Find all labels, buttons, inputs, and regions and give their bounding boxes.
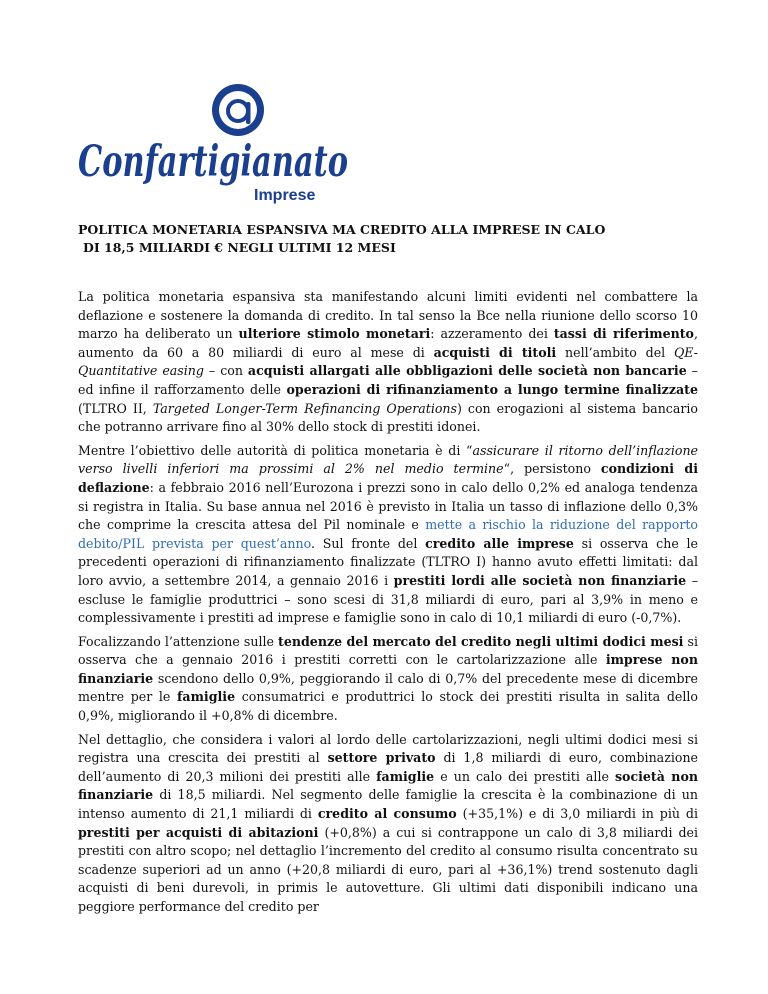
paragraph	[78, 288, 698, 437]
page-title	[78, 221, 718, 257]
bold-text: tendenze del mercato del credito negli ultimi dodici mesi	[278, 633, 684, 649]
text-run: (TLTRO II,	[78, 400, 153, 416]
text-run: . Sul fronte del	[310, 535, 426, 551]
text-run: La politica monetaria espansiva sta manifestando alcuni limiti evidenti nel combattere la deflazione e sostenere la domanda di credito. In tal senso la Bce nella riunione dello scorso 10 marzo ha deliberato un	[78, 289, 698, 342]
at-symbol-icon	[212, 84, 264, 136]
text-run: : azzeramento dei	[430, 326, 554, 342]
text-run: consumatrici e produttrici lo stock dei prestiti risulta in salita dello 0,9%, migliorando il +0,8% di dicembre.	[78, 689, 698, 724]
paragraph	[78, 731, 698, 917]
bold-text: acquisti allargati alle obbligazioni delle società non bancarie	[247, 363, 687, 379]
title-line-2: DI 18,5 MILIARDI € NEGLI ULTIMI 12 MESI	[83, 240, 396, 255]
text-run: Mentre l’obiettivo delle autorità di politica monetaria è di “	[78, 442, 473, 458]
bold-text: ulteriore stimolo monetari	[238, 326, 431, 342]
bold-text: operazioni di rifinanziamento a lungo termine finalizzate	[286, 381, 698, 397]
text-run: : a febbraio 2016 nell’Eurozona i prezzi sono in calo dello 0,2% ed analoga tendenza si registra in Italia. Su base annua nel 2016 è previsto in Italia un tasso di inflazione dello 0,3% che comprime la crescita attesa del Pil nominale e	[78, 479, 698, 533]
italic-text: QE-Quantitative easing	[78, 344, 698, 379]
paragraph	[78, 633, 698, 726]
bold-text: società non finanziarie	[78, 768, 699, 803]
text-run: si osserva che le precedenti operazioni di rifinanziamento finalizzate (TLTRO I) hanno avuto effetti limitati: dal loro avvio, a settembre 2014, a gennaio 2016 i	[78, 535, 698, 588]
article-body	[78, 288, 698, 922]
text-run: nell’ambito del	[556, 344, 674, 360]
text-run: (+0,8%) a cui si contrappone un calo di 3,8 miliardi dei prestiti con altro scopo; nel dettaglio l’incremento del credito al consumo risulta concentrato su scadenze superiori ad un anno (+20,8 miliardi di euro, pari al +36,1%) trend sostenuto dagli acquisti di beni durevoli, in primis le autovetture. Gli ultimi dati disponibili indicano una peggiore performance del credito per	[78, 824, 698, 914]
bold-text: famiglie	[376, 768, 435, 784]
bold-text: prestiti per acquisti di abitazioni	[78, 824, 319, 840]
text-run: – ed infine il rafforzamento delle	[78, 363, 698, 397]
text-run: ) con erogazioni al sistema bancario che potranno arrivare fino al 30% dello stock di prestiti idonei.	[78, 400, 698, 435]
text-run: (+35,1%) e di 3,0 miliardi in più di	[456, 806, 698, 822]
text-run: di 1,8 miliardi di euro, combinazione dell’aumento di 20,3 milioni dei prestiti alle	[78, 750, 699, 784]
text-run: scendono dello 0,9%, peggiorando il calo di 0,7% del precedente mese di dicembre mentre per le	[78, 670, 698, 705]
text-run: e un calo dei prestiti alle	[434, 768, 615, 784]
text-run: – escluse le famiglie produttrici – sono scesi di 31,8 miliardi di euro, pari al 3,9% in meno e complessivamente i prestiti ad imprese e famiglie sono in calo di 10,1 miliardi di euro (-0,7%).	[78, 572, 699, 626]
bold-text: tassi di riferimento	[553, 326, 694, 342]
bold-text: settore privato	[327, 750, 436, 766]
paragraph	[78, 442, 698, 628]
bold-text: imprese non finanziarie	[78, 652, 698, 686]
svg-text:Confartigianato: Confartigianato	[78, 137, 348, 187]
text-run: – con	[203, 363, 248, 379]
bold-text: condizioni di deflazione	[78, 461, 698, 495]
text-run: “, persistono	[503, 461, 601, 477]
bold-text: acquisti di titoli	[433, 344, 557, 360]
bold-text: famiglie	[177, 689, 236, 705]
confartigianato-logo	[78, 78, 350, 206]
bold-text: prestiti lordi alle società non finanziarie	[393, 572, 687, 588]
title-line-1: POLITICA MONETARIA ESPANSIVA MA CREDITO ALLA IMPRESE IN CALO	[78, 222, 606, 237]
text-run: Nel dettaglio, che considera i valori al lordo delle cartolarizzazioni, negli ultimi dodici mesi si registra una crescita dei prestiti al	[78, 731, 698, 766]
italic-text: Targeted Longer-Term Refinancing Operations	[152, 400, 458, 416]
italic-text: assicurare il ritorno dell’inflazione verso livelli inferiori ma prossimi al 2% nel medio termine	[78, 442, 699, 477]
inline-link[interactable]: mette a rischio la riduzione del rapporto debito/PIL prevista per quest’anno	[78, 517, 698, 551]
text-run: , aumento da 60 a 80 miliardi di euro al mese di	[78, 326, 698, 360]
text-run: di 18,5 miliardi. Nel segmento delle famiglie la crescita è la combinazione di un intenso aumento di 21,1 miliardi di	[78, 787, 698, 822]
bold-text: credito alle imprese	[425, 535, 574, 551]
bold-text: credito al consumo	[317, 806, 457, 822]
svg-text:Imprese: Imprese	[254, 187, 316, 204]
text-run: Focalizzando l’attenzione sulle	[78, 633, 279, 649]
text-run: si osserva che a gennaio 2016 i prestiti corretti con le cartolarizzazione alle	[78, 633, 698, 668]
